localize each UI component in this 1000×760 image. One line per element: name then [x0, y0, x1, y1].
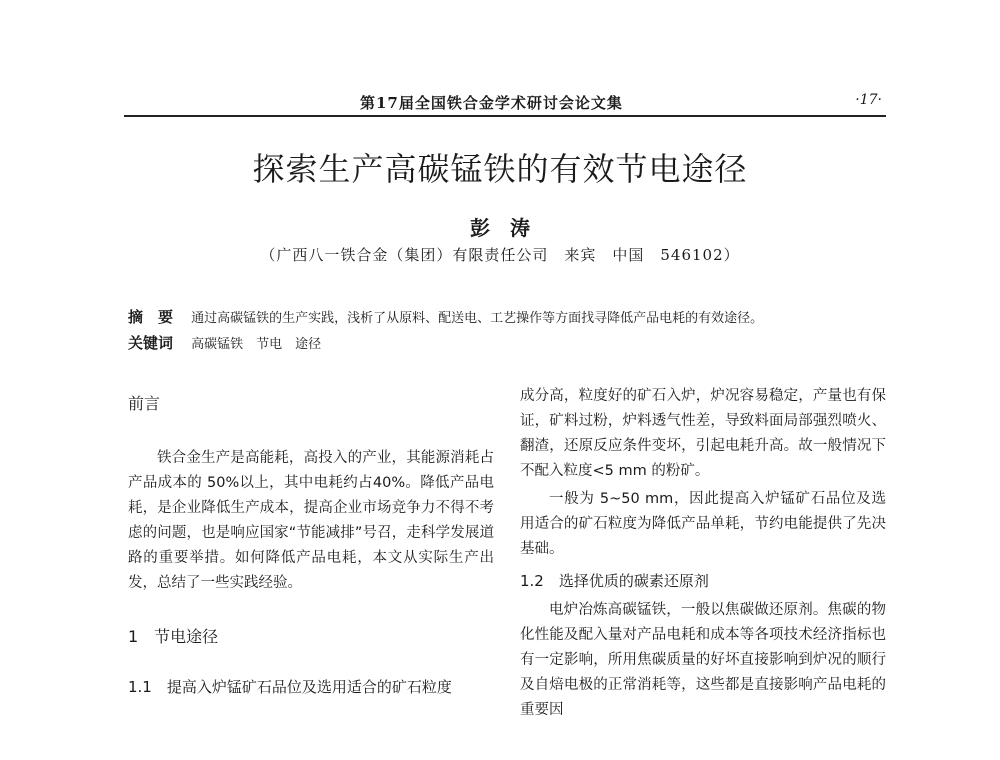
abstract-text: 通过高碳锰铁的生产实践，浅析了从原料、配送电、工艺操作等方面找寻降低产品电耗的有效途径。	[191, 311, 764, 326]
keywords-text: 高碳锰铁 节电 途径	[191, 337, 322, 352]
paragraph-continued: 成分高，粒度好的矿石入炉，炉况容易稳定，产量也有保证，矿料过粉，炉料透气性差，导致料面局部强烈喷火、翻渣，还原反应条件变坏，引起电耗升高。故一般情况下不配入粒度<5 mm 的粉矿。	[520, 388, 886, 479]
heading-section-1-2: 1.2 选择优质的碳素还原剂	[520, 572, 709, 590]
heading-section-1: 1 节电途径	[128, 627, 219, 646]
heading-intro: 前言	[128, 394, 161, 413]
running-header	[128, 92, 888, 116]
running-title: 第17届全国铁合金学术研讨会论文集	[360, 94, 623, 112]
left-column	[128, 384, 494, 700]
keywords-label: 关键词	[128, 334, 174, 352]
right-column	[520, 384, 886, 723]
paper-author: 彭 涛	[470, 216, 530, 240]
abstract-label: 摘 要	[128, 308, 174, 326]
abstract	[128, 306, 888, 328]
paper-title: 探索生产高碳锰铁的有效节电途径	[252, 150, 748, 188]
paper-affiliation: （广西八一铁合金（集团）有限责任公司 来宾 中国 546102）	[260, 246, 740, 264]
page-number: ·17·	[855, 92, 882, 108]
paragraph-2: 一般为 5~50 mm，因此提高入炉锰矿石品位及选用适合的矿石粒度为降低产品单耗，节约电能提供了先决基础。	[520, 491, 886, 557]
paragraph-3: 电炉冶炼高碳锰铁，一般以焦碳做还原剂。焦碳的物化性能及配入量对产品电耗和成本等各项技术经济指标也有一定影响，所用焦碳质量的好坏直接影响到炉况的顺行及自焙电极的正常消耗等，这些都是直接影响产品电耗的重要因	[520, 602, 886, 718]
intro-paragraph: 铁合金生产是高能耗，高投入的产业，其能源消耗占产品成本的 50%以上，其中电耗约占40%。降低产品电耗，是企业降低生产成本，提高企业市场竞争力不得不考虑的问题，也是响应国家“节能减排”号召，走科学发展道路的重要举措。如何降低产品电耗，本文从实际生产出发，总结了一些实践经验。	[128, 450, 494, 591]
header-rule	[124, 115, 886, 117]
keywords	[128, 332, 888, 354]
heading-section-1-1: 1.1 提高入炉锰矿石品位及选用适合的矿石粒度	[128, 678, 452, 696]
